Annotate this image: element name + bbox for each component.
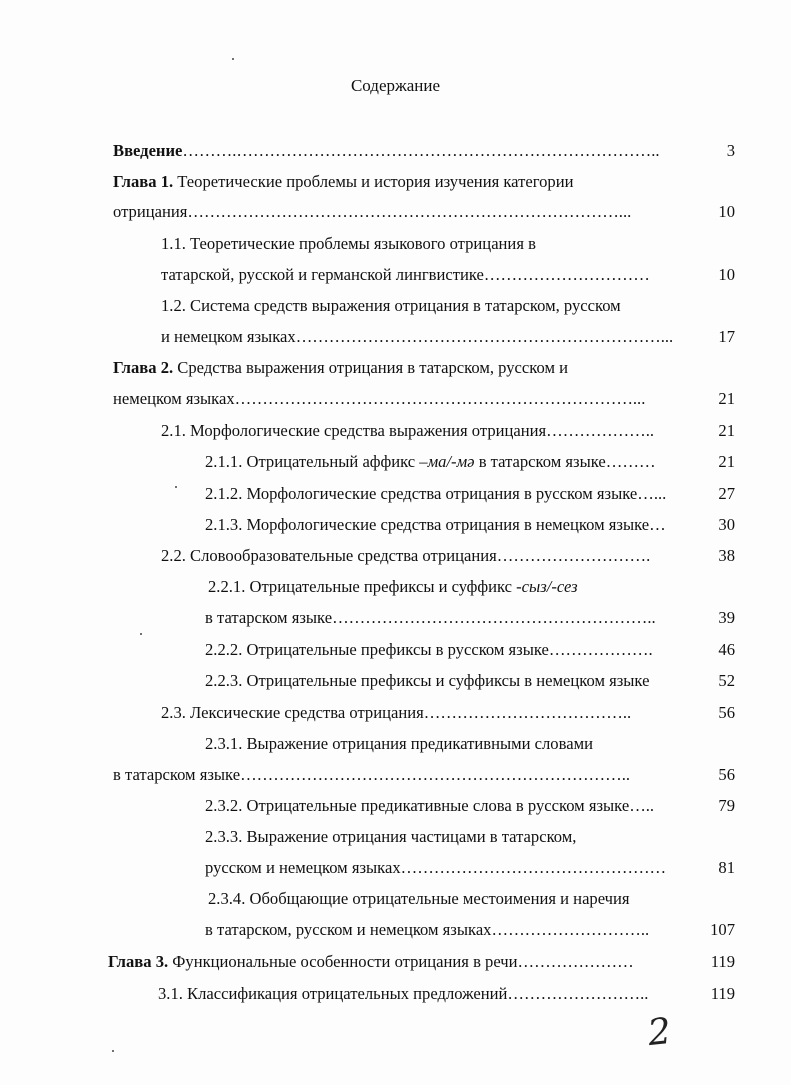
toc-page-number: 56 bbox=[718, 703, 735, 722]
toc-entry bbox=[161, 702, 735, 724]
toc-leader-dots: ………………………. bbox=[496, 546, 651, 565]
toc-entry bbox=[161, 295, 621, 317]
toc-leader-dots: ……… bbox=[605, 452, 656, 471]
toc-page-number: 52 bbox=[718, 671, 735, 690]
toc-entry bbox=[205, 607, 735, 629]
toc-entry bbox=[113, 764, 735, 786]
toc-entry bbox=[161, 545, 735, 567]
toc-page-number: 38 bbox=[718, 546, 735, 565]
toc-page-number: 10 bbox=[718, 265, 735, 284]
toc-entry-title: 2.1. Морфологические средства выражения отрицания bbox=[161, 421, 547, 440]
toc-entry-title: в татарском языке bbox=[113, 765, 241, 784]
toc-page-number: 39 bbox=[718, 608, 735, 627]
toc-entry-title: 2.2.3. Отрицательные префиксы и суффиксы в немецком языке bbox=[205, 671, 650, 690]
toc-entry-title: в татарском языке bbox=[205, 608, 333, 627]
toc-entry bbox=[205, 451, 735, 473]
toc-leader-dots: ………………… bbox=[517, 952, 634, 971]
toc-entry bbox=[161, 420, 735, 442]
scan-speck bbox=[175, 486, 177, 488]
toc-entry-title: русском и немецком языках bbox=[205, 858, 401, 877]
toc-entry bbox=[205, 919, 735, 941]
toc-leader-dots: …………………………………………………………... bbox=[295, 327, 674, 346]
page-title: Содержание bbox=[350, 76, 441, 95]
toc-entry-title: 1.1. Теоретические проблемы языкового отрицания в bbox=[161, 234, 536, 253]
toc-entry-title: 2.1.2. Морфологические средства отрицания в русском языке bbox=[205, 484, 638, 503]
toc-entry bbox=[205, 826, 576, 848]
toc-entry-title: Глава 3. Функциональные особенности отрицания в речи bbox=[108, 952, 518, 971]
toc-entry-title: Глава 2. Средства выражения отрицания в татарском, русском и bbox=[113, 358, 568, 377]
toc-entry-title: 3.1. Классификация отрицательных предложений bbox=[158, 984, 508, 1003]
toc-entry-title: 2.3.4. Обобщающие отрицательные местоимения и наречия bbox=[208, 889, 630, 908]
toc-entry bbox=[205, 795, 735, 817]
toc-page-number: 10 bbox=[718, 202, 735, 221]
toc-entry bbox=[205, 483, 735, 505]
toc-page-number: 17 bbox=[718, 327, 735, 346]
toc-leader-dots: …………………………………………………………….. bbox=[240, 765, 631, 784]
toc-leader-dots: ………………………………………………………………... bbox=[234, 389, 646, 408]
toc-entry-title: 2.2. Словообразовательные средства отрицания bbox=[161, 546, 497, 565]
toc-page-number: 56 bbox=[718, 765, 735, 784]
toc-entry-title: отрицания bbox=[113, 202, 188, 221]
toc-entry-title: 1.2. Система средств выражения отрицания в татарском, русском bbox=[161, 296, 621, 315]
toc-leader-dots: … bbox=[649, 515, 666, 534]
toc-entry-title: немецком языках bbox=[113, 389, 235, 408]
toc-entry-title: 2.2.2. Отрицательные префиксы в русском языке bbox=[205, 640, 549, 659]
toc-page-number: 81 bbox=[718, 858, 735, 877]
toc-entry bbox=[205, 639, 735, 661]
toc-entry bbox=[205, 857, 735, 879]
toc-entry bbox=[108, 951, 735, 973]
toc-page-number: 21 bbox=[718, 389, 735, 408]
toc-entry bbox=[161, 233, 536, 255]
toc-leader-dots: ………………. bbox=[548, 640, 653, 659]
toc-entry bbox=[113, 201, 735, 223]
toc-page-number: 3 bbox=[726, 141, 735, 160]
toc-entry bbox=[161, 264, 735, 286]
toc-entry-title: Глава 1. Теоретические проблемы и история изучения категории bbox=[113, 172, 574, 191]
scan-speck bbox=[112, 1050, 114, 1052]
toc-leader-dots bbox=[649, 670, 718, 692]
toc-entry-title: татарской, русской и германской лингвистике bbox=[161, 265, 484, 284]
toc-entry-title: 2.3.1. Выражение отрицания предикативными словами bbox=[205, 734, 593, 753]
toc-leader-dots: ………………………………………………….. bbox=[332, 608, 656, 627]
toc-page-number: 30 bbox=[718, 515, 735, 534]
toc-page-number: 79 bbox=[718, 796, 735, 815]
toc-page-number: 46 bbox=[718, 640, 735, 659]
toc-entry-title: Введение bbox=[113, 141, 183, 160]
toc-leader-dots: ………………………… bbox=[483, 265, 650, 284]
toc-entry bbox=[205, 733, 593, 755]
toc-entry-title: 2.2.1. Отрицательные префиксы и суффикс -сыз/-сез bbox=[208, 577, 578, 596]
toc-page-number: 27 bbox=[718, 484, 735, 503]
toc-entry-title: в татарском, русском и немецком языках bbox=[205, 920, 492, 939]
toc-entry bbox=[205, 514, 735, 536]
toc-leader-dots: …………………….. bbox=[507, 984, 649, 1003]
toc-entry bbox=[113, 388, 735, 410]
toc-entry bbox=[208, 576, 578, 598]
toc-entry-title: 2.1.1. Отрицательный аффикс –ма/-мә в татарском языке bbox=[205, 452, 606, 471]
toc-page-number: 21 bbox=[718, 421, 735, 440]
toc-leader-dots: ……………………………….. bbox=[423, 703, 632, 722]
scan-speck bbox=[140, 633, 142, 635]
toc-entry-title: и немецком языках bbox=[161, 327, 296, 346]
toc-entry bbox=[113, 171, 573, 193]
toc-page-number: 119 bbox=[710, 984, 735, 1003]
toc-leader-dots: ……………….. bbox=[546, 421, 655, 440]
toc-page-number: 119 bbox=[710, 952, 735, 971]
toc-entry bbox=[208, 888, 630, 910]
toc-entry-title: 2.3. Лексические средства отрицания bbox=[161, 703, 424, 722]
toc-leader-dots: ……….………………………………………………………………….. bbox=[182, 141, 660, 160]
toc-page-number: 107 bbox=[710, 920, 735, 939]
toc-entry bbox=[113, 357, 568, 379]
toc-leader-dots: …... bbox=[637, 484, 667, 503]
toc-leader-dots: ….. bbox=[629, 796, 655, 815]
toc-entry bbox=[205, 670, 735, 692]
toc-leader-dots: ……………………….. bbox=[491, 920, 650, 939]
toc-leader-dots: ………………………………………… bbox=[400, 858, 667, 877]
handwritten-page-number: 2 bbox=[645, 1010, 673, 1055]
toc-leader-dots: ……………………………………………………………………... bbox=[187, 202, 632, 221]
toc-entry bbox=[158, 983, 735, 1005]
toc-entry bbox=[161, 326, 735, 348]
toc-entry-title: 2.3.3. Выражение отрицания частицами в татарском, bbox=[205, 827, 577, 846]
toc-page-number: 21 bbox=[718, 452, 735, 471]
toc-entry-title: 2.3.2. Отрицательные предикативные слова в русском языке bbox=[205, 796, 630, 815]
scan-speck bbox=[232, 58, 234, 60]
toc-entry-title: 2.1.3. Морфологические средства отрицания в немецком языке bbox=[205, 515, 650, 534]
toc-entry bbox=[113, 140, 735, 162]
